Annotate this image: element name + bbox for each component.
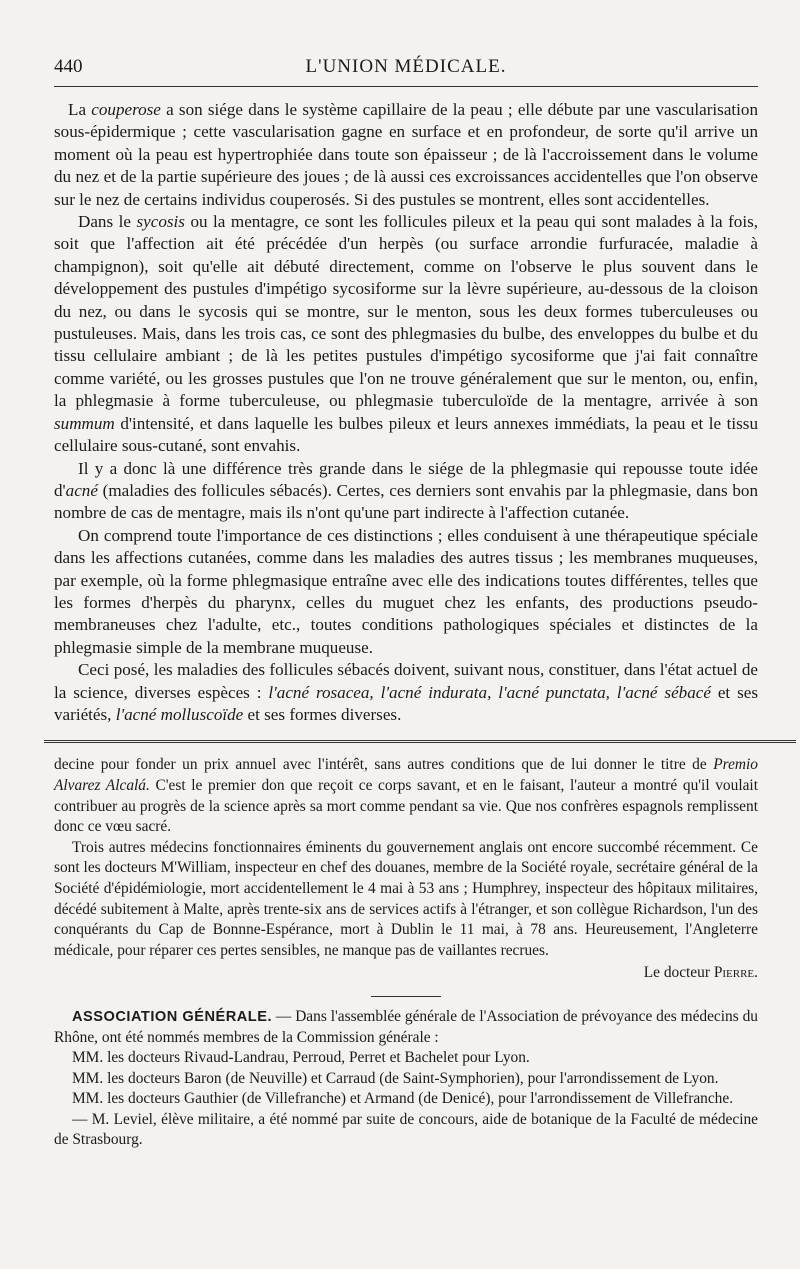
italic-term: acné [65,480,98,500]
note-obituaries: Trois autres médecins fonctionnaires éminents du gouvernement anglais ont encore succombé récemment. Ce sont les docteurs M'William, inspecteur en chef des douanes, membre de la Société royale, secrétaire général de la Société d'épidémiologie, mort accidentellement le 4 mai à 53 ans ; Humphrey, inspecteur des hôpitaux militaires, décédé subitement à Malte, après trente-six ans de services actifs à l'étranger, et son collègue Richardson, l'un des conquérants du Cap de Bonnne-Espérance, mort à Dublin le 11 mai, à 78 ans. Heureusement, l'Angleterre médicale, pour réparer ces pertes sensibles, ne manque pas de vaillantes recrues. [54,838,758,959]
text-run: a son siége dans le système capillaire de la peau ; elle débute par une vascularisation sous-épidermique ; cette vascularisation gagne en surface et en profondeur, de sorte qu'il arrive un moment où la peau est hypertrophiée dans toute son épaisseur ; de là l'accroissement dans le volume du nez et de la partie supérieure des joues ; de là aussi ces excroissances accidentelles que l'on observe sur le nez de certains individus couperosés. Si des pustules se montrent, elles sont accidentelles. [54,100,758,209]
note-premio [54,755,758,837]
italic-term: l'acné sébacé [616,682,711,702]
paragraph-species [54,659,758,726]
text-run: Ceci posé, les maladies des follicules sébacés doivent, suivant nous, constituer, dans l'état actuel de la science, diverses espèces : [54,660,758,702]
text-run: et ses formes diverses. [243,704,402,724]
text-run: Le docteur [643,964,714,982]
text-run: decine pour fonder un prix annuel avec l'intérêt, sans autres conditions que de lui donner le titre de [54,756,714,774]
main-text [54,99,758,726]
text-run: ou la mentagre, ce sont les follicules pileux et la peau qui sont malades à la fois, soit que l'affection ait été précédée d'un herpès (ou surface arrondie furfuracée, maladie à champignon), soit qu'elle ait débuté directement, comme on l'observe le plus souvent dans le développement des pustules d'impétigo sycosiforme sur la lèvre supérieure, au-dessous de la cloison du nez, ou dans le sycosis qui se montre, sur le menton, sous les deux formes tuberculeuses ou pustuleuses. Mais, dans les trois cas, ce sont des phlegmasies du bulbe, des enveloppes du bulbe et du tissu cellulaire ambiant ; de là les petites pustules d'impétigo sycosiforme que j'ai fait connaître comme variété, ou les grosses pustules que l'on ne trouve généralement que sur le menton, ou, enfin, la phlegmasie à forme tuberculeuse, ou phlegmasie tuberculoïde de la mentagre, arrivée à son [54,212,759,411]
note-leviel: — M. Leviel, élève militaire, a été nommé par suite de concours, aide de botanique de la Faculté de médecine de Strasbourg. [54,1110,758,1149]
note-association [54,1007,758,1048]
paragraph-sycosis [54,211,758,457]
text-run: — Dans l'assemblée générale de l'Association de prévoyance des médecins du Rhône, ont été nommés membres de la Commission générale : [54,1007,758,1046]
italic-term: l'acné rosacea, [268,682,374,702]
paragraph-distinctions: On comprend toute l'importance de ces distinctions ; elles conduisent à une thérapeutique spéciale dans les affections cutanées, comme dans les maladies des autres tissus ; les membranes muqueuses, par exemple, où la forme phlegmasique entraîne avec elle des indications toutes différentes, telles que les formes d'herpès du pharynx, celles du muguet chez les enfants, des productions pseudo-membraneuses chez l'adulte, etc., toutes conditions pathologiques spéciales et distinctes de la phlegmasie simple de la membrane muqueuse. [54,525,758,657]
section-divider [44,740,796,745]
paragraph-couperose [54,99,758,211]
text-run: La [68,100,92,119]
text-run: (maladies des follicules sébacés). Certes, ces derniers sont envahis par la phlegmasie, dans bon nombre de cas de mentagre, mais ils n'ont qu'une part indirecte à l'affection cutanée. [54,480,758,523]
italic-term: l'acné molluscoïde [115,704,244,724]
text-run [374,683,381,702]
signature [54,963,758,984]
author-name: Pierre. [713,964,758,982]
members-villefranche: MM. les docteurs Gauthier (de Villefranche) et Armand (de Denicé), pour l'arrondissement de Villefranche. [72,1090,734,1108]
running-title: L'UNION MÉDICALE. [305,56,507,77]
text-run: C'est le premier don que reçoit ce corps savant, et en le faisant, l'auteur a montré qu'il voulait contribuer au progrès de la science après sa mort comme pendant sa vie. Que nos confrères espagnols remplissent donc ce vœu sacré. [54,776,758,836]
text-run: d'intensité, et dans laquelle les bulbes pileux et leurs annexes immédiats, la peau et le tissu cellulaire sous-cutané, sont envahis. [54,413,758,456]
members-arrondissement-lyon: MM. les docteurs Baron (de Neuville) et Carraud (de Saint-Symphorien), pour l'arrondissement de Lyon. [72,1069,719,1087]
italic-term: summum [54,413,115,433]
italic-term: couperose [91,100,161,119]
feuilleton-notes [54,755,758,1151]
italic-term: l'acné punctata, [498,682,610,702]
italic-term: l'acné indurata, [380,682,492,702]
short-divider [371,996,441,997]
text-run [610,683,617,702]
page-header [54,56,758,87]
section-heading: ASSOCIATION GÉNÉRALE. [72,1008,273,1025]
italic-term: Premio Alvarez Alcalá. [54,756,758,794]
text-run: Dans le [78,212,137,232]
paragraph-difference [54,458,758,525]
members-lyon: MM. les docteurs Rivaud-Landrau, Perroud, Perret et Bachelet pour Lyon. [72,1049,530,1067]
text-run: Il y a donc là une différence très grande dans le siége de la phlegmasie qui repousse toute idée d' [54,458,758,500]
italic-term: sycosis [136,212,185,232]
page-number: 440 [54,56,83,77]
text-run: et ses variétés, [54,682,758,724]
